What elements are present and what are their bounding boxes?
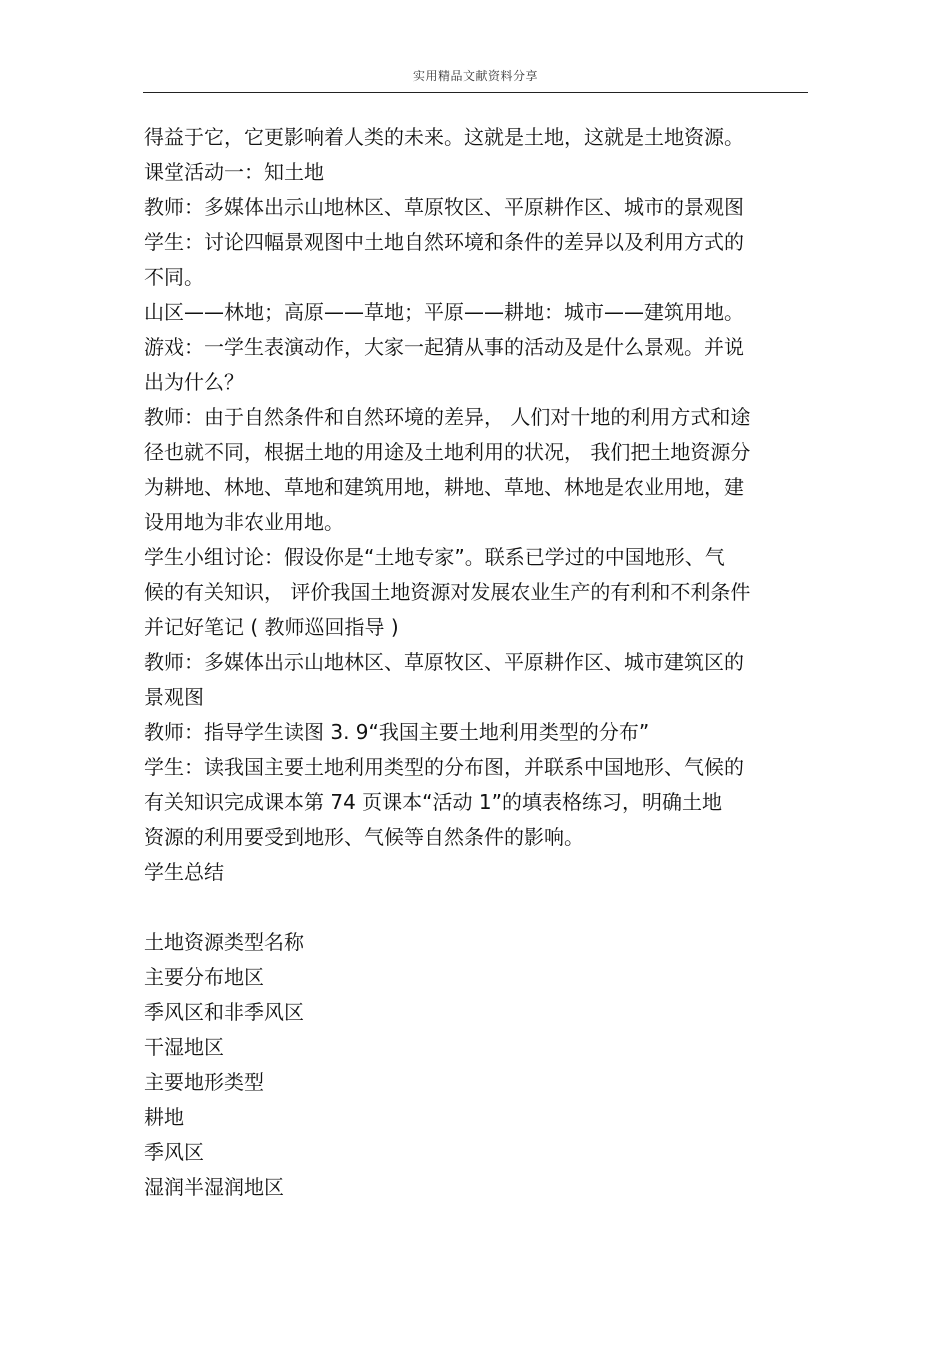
paragraph-line: 教师：多媒体出示山地林区、草原牧区、平原耕作区、城市的景观图 xyxy=(144,195,744,219)
paragraph-line: 游戏：一学生表演动作，大家一起猜从事的活动及是什么景观。并说 xyxy=(144,335,744,359)
table-cell-text: 主要地形类型 xyxy=(144,1070,264,1094)
paragraph-line: 山区——林地；高原——草地；平原——耕地：城市——建筑用地。 xyxy=(144,300,744,324)
table-cell-text: 主要分布地区 xyxy=(144,965,264,989)
table-cell-text: 干湿地区 xyxy=(144,1035,224,1059)
paragraph-line: 学生：读我国主要土地利用类型的分布图，并联系中国地形、气候的 xyxy=(144,755,744,779)
paragraph-line: 景观图 xyxy=(144,685,204,709)
paragraph-line: 出为什么？ xyxy=(144,370,244,394)
blank-gap xyxy=(144,890,809,925)
table-cell-text: 土地资源类型名称 xyxy=(144,930,304,954)
paragraph-line: 教师：多媒体出示山地林区、草原牧区、平原耕作区、城市建筑区的 xyxy=(144,650,744,674)
header-title: 实用精品文献资料分享 xyxy=(412,69,538,83)
table-cell-text: 季风区 xyxy=(144,1140,204,1164)
paragraph-line: 得益于它，它更影响着人类的未来。这就是土地，这就是土地资源。 xyxy=(144,125,744,149)
page-header xyxy=(143,62,808,93)
document-body xyxy=(144,120,809,1205)
paragraph-line: 设用地为非农业用地。 xyxy=(144,510,344,534)
paragraph-line: 候的有关知识， 评价我国土地资源对发展农业生产的有利和不利条件 xyxy=(144,580,751,604)
paragraph-line: 教师：由于自然条件和自然环境的差异， 人们对十地的利用方式和途 xyxy=(144,405,751,429)
paragraph-line: 资源的利用要受到地形、气候等自然条件的影响。 xyxy=(144,825,584,849)
paragraph-line: 学生小组讨论：假设你是“土地专家”。联系已学过的中国地形、气 xyxy=(144,545,725,569)
paragraph-line: 学生：讨论四幅景观图中土地自然环境和条件的差异以及利用方式的 xyxy=(144,230,744,254)
table-cell-text: 季风区和非季风区 xyxy=(144,1000,304,1024)
table-cell-text: 耕地 xyxy=(144,1105,184,1129)
section-heading: 课堂活动一：知土地 xyxy=(144,160,324,184)
paragraph-line: 教师：指导学生读图 3. 9“我国主要土地利用类型的分布” xyxy=(144,720,650,744)
paragraph-line: 并记好笔记 ( 教师巡回指导 ) xyxy=(144,615,399,639)
table-cell-text: 湿润半湿润地区 xyxy=(144,1175,284,1199)
paragraph-line: 径也就不同，根据土地的用途及土地利用的状况， 我们把土地资源分 xyxy=(144,440,751,464)
paragraph-line: 学生总结 xyxy=(144,860,224,884)
paragraph-line: 为耕地、林地、草地和建筑用地，耕地、草地、林地是农业用地，建 xyxy=(144,475,744,499)
paragraph-line: 有关知识完成课本第 74 页课本“活动 1”的填表格练习，明确土地 xyxy=(144,790,722,814)
paragraph-line: 不同。 xyxy=(144,265,204,289)
